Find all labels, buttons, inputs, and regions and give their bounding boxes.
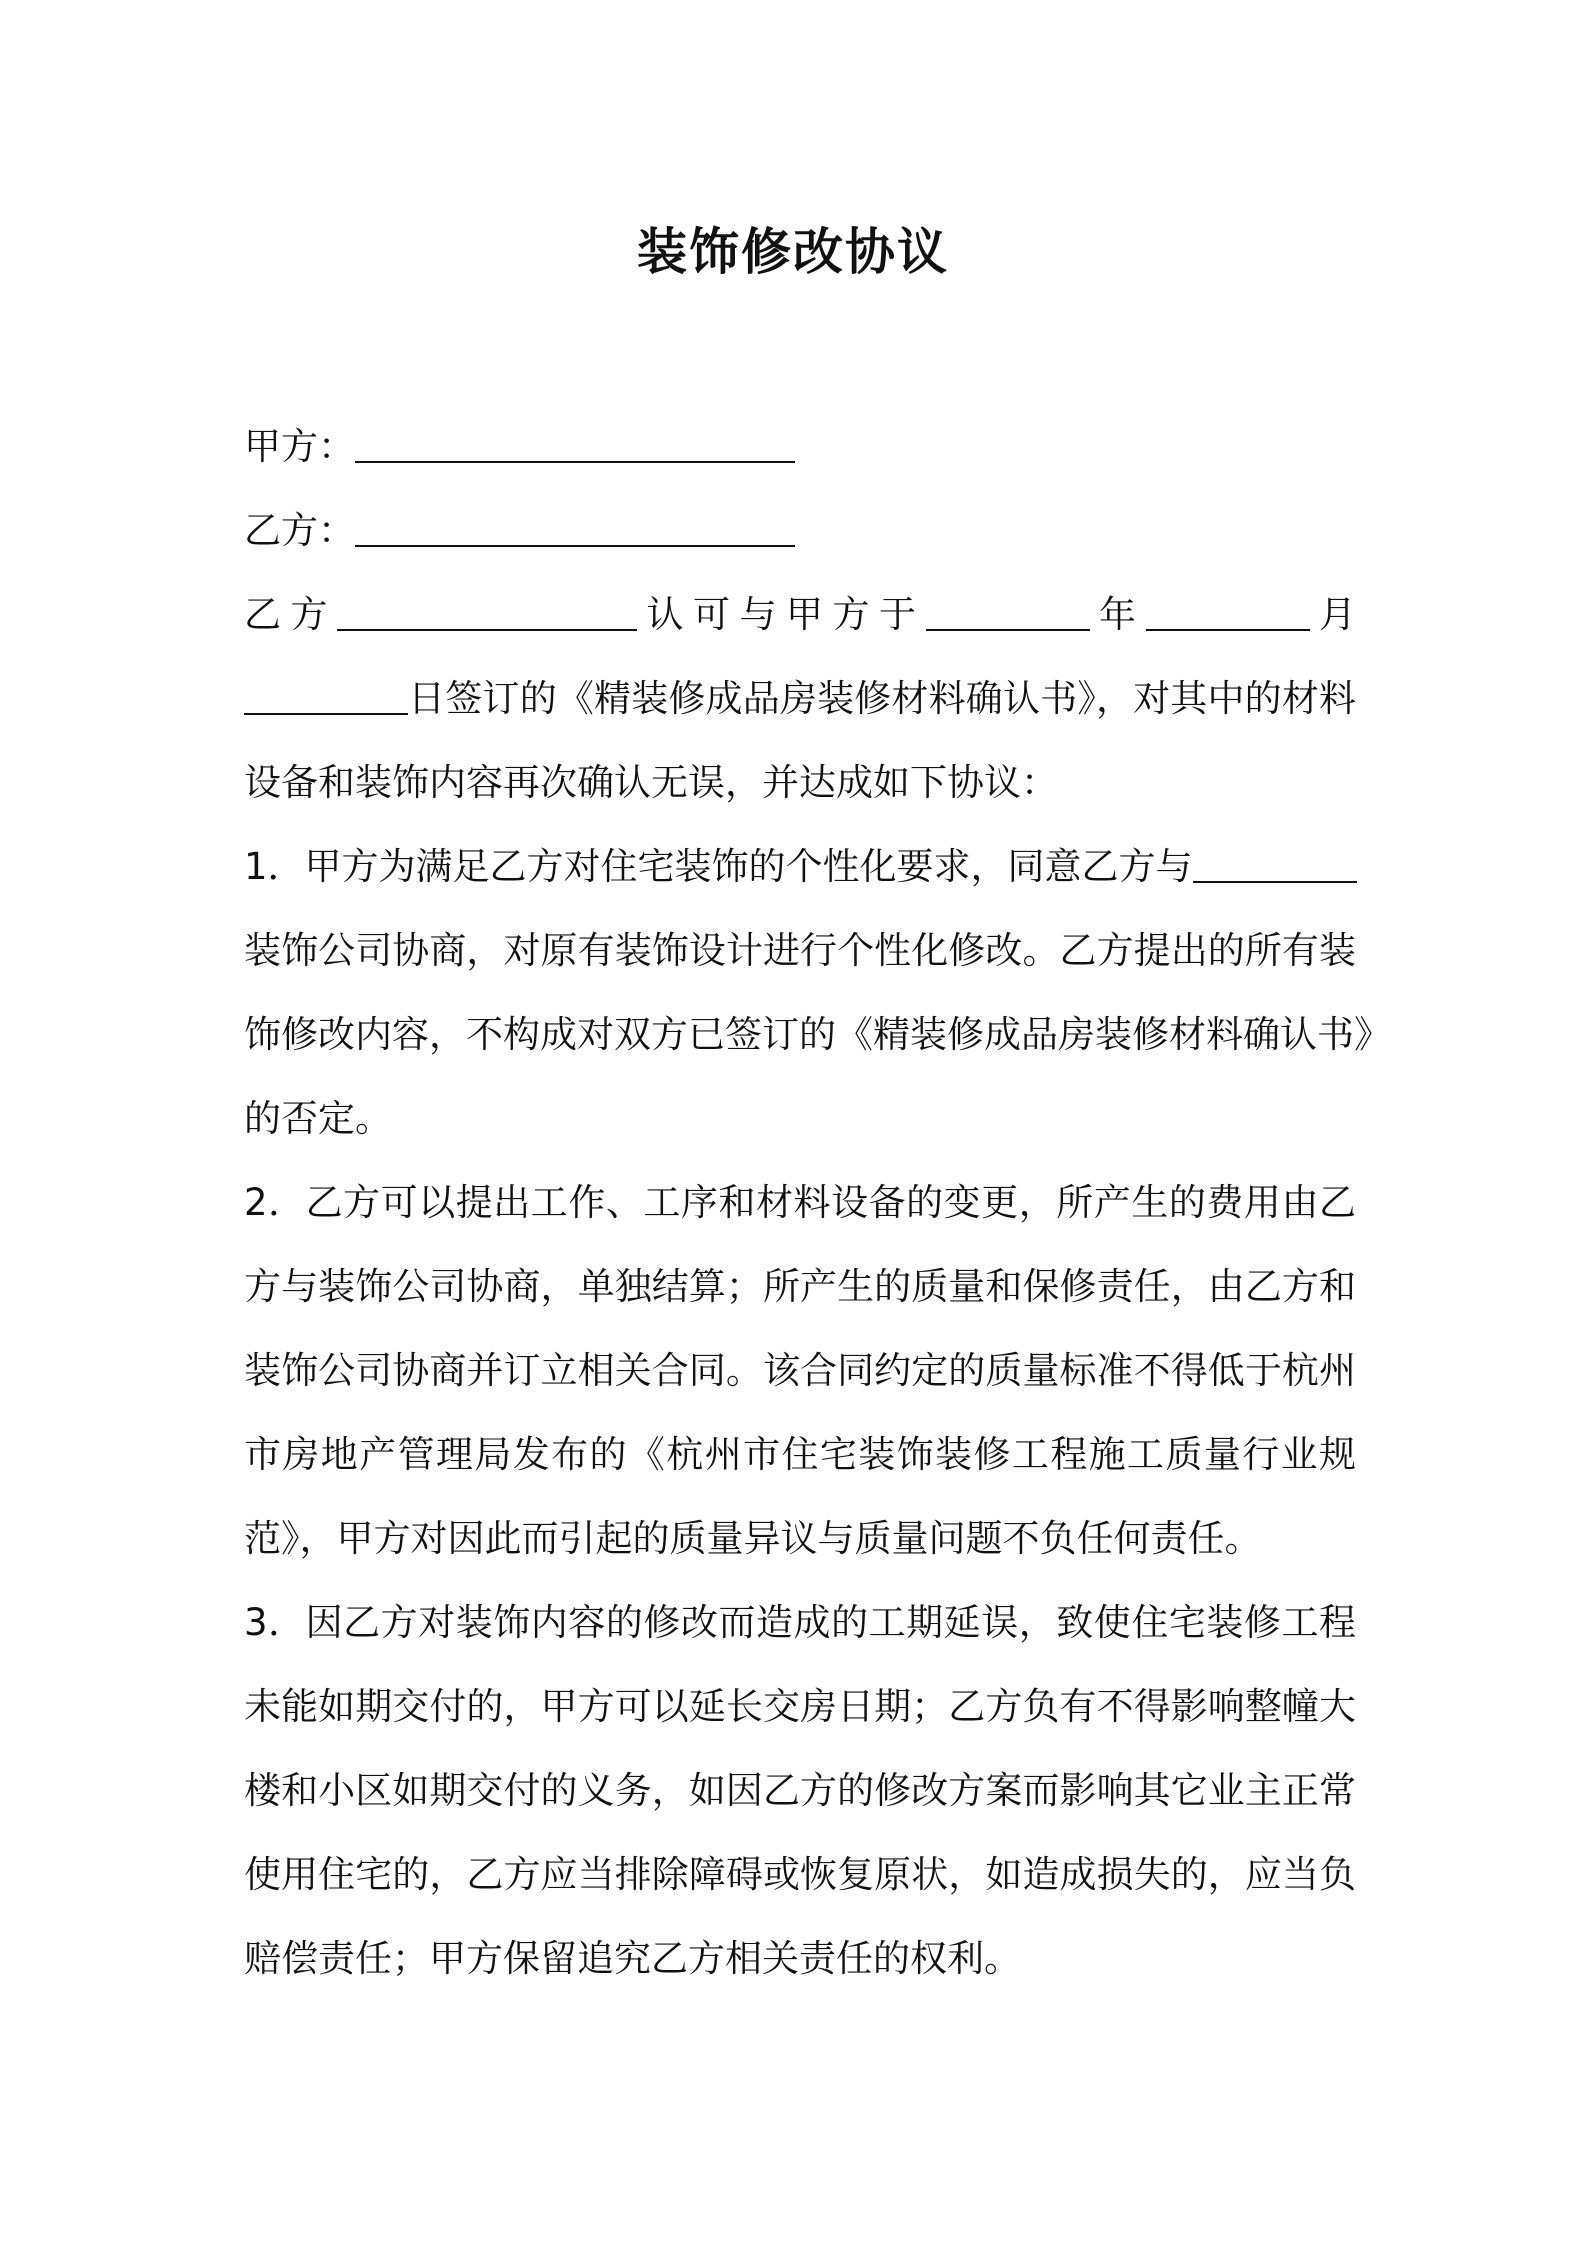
party-b-label: 乙方： <box>244 509 355 552</box>
party-a-label: 甲方： <box>244 425 355 468</box>
party-a-blank <box>355 421 795 463</box>
clause-1-line-4: 的否定。 <box>244 1097 392 1140</box>
party-b-line <box>244 489 1356 573</box>
intro-line-2 <box>244 657 1356 741</box>
intro-text: 乙方 <box>244 593 337 636</box>
day-blank <box>244 673 408 715</box>
year-blank <box>926 589 1090 631</box>
document-title: 装饰修改协议 <box>637 223 949 281</box>
clause-text: 1．甲方为满足乙方对住宅装饰的个性化要求，同意乙方与 <box>244 845 1193 888</box>
intro-line-3: 设备和装饰内容再次确认无误，并达成如下协议： <box>244 761 1058 804</box>
decoration-company-blank <box>1193 841 1357 883</box>
party-b-blank <box>355 505 795 547</box>
party-b-name-blank <box>337 589 637 631</box>
intro-line-1 <box>244 573 1356 657</box>
clause-1-line-1 <box>244 825 1356 909</box>
clause-2-line-5: 范》，甲方对因此而引起的质量异议与质量问题不负任何责任。 <box>244 1517 1262 1560</box>
intro-text: 日签订的《精装修成品房装修材料确认书》，对其中的材料 <box>408 677 1356 720</box>
clause-2-line-3: 装饰公司协商并订立相关合同。该合同约定的质量标准不得低于杭州 <box>244 1349 1356 1392</box>
clause-3-line-4: 使用住宅的，乙方应当排除障碍或恢复原状，如造成损失的，应当负 <box>244 1853 1356 1896</box>
clause-1-line-2: 装饰公司协商，对原有装饰设计进行个性化修改。乙方提出的所有装 <box>244 929 1356 972</box>
clause-3-line-3: 楼和小区如期交付的义务，如因乙方的修改方案而影响其它业主正常 <box>244 1769 1356 1812</box>
clause-1-line-3: 饰修改内容，不构成对双方已签订的《精装修成品房装修材料确认书》 <box>244 1013 1391 1056</box>
month-blank <box>1146 589 1310 631</box>
clause-2-line-1: 2．乙方可以提出工作、工序和材料设备的变更，所产生的费用由乙 <box>244 1181 1356 1224</box>
clause-3-line-1: 3．因乙方对装饰内容的修改而造成的工期延误，致使住宅装修工程 <box>244 1601 1356 1644</box>
intro-text: 月 <box>1309 593 1356 636</box>
party-a-line <box>244 405 1356 489</box>
intro-text: 认可与甲方于 <box>637 593 926 636</box>
clause-3-line-2: 未能如期交付的，甲方可以延长交房日期；乙方负有不得影响整幢大 <box>244 1685 1356 1728</box>
document-body <box>244 405 1391 2001</box>
clause-3-line-5: 赔偿责任；甲方保留追究乙方相关责任的权利。 <box>244 1937 1021 1980</box>
clause-2-line-2: 方与装饰公司协商，单独结算；所产生的质量和保修责任，由乙方和 <box>244 1265 1356 1308</box>
clause-2-line-4: 市房地产管理局发布的《杭州市住宅装饰装修工程施工质量行业规 <box>244 1433 1356 1476</box>
intro-text: 年 <box>1089 593 1146 636</box>
